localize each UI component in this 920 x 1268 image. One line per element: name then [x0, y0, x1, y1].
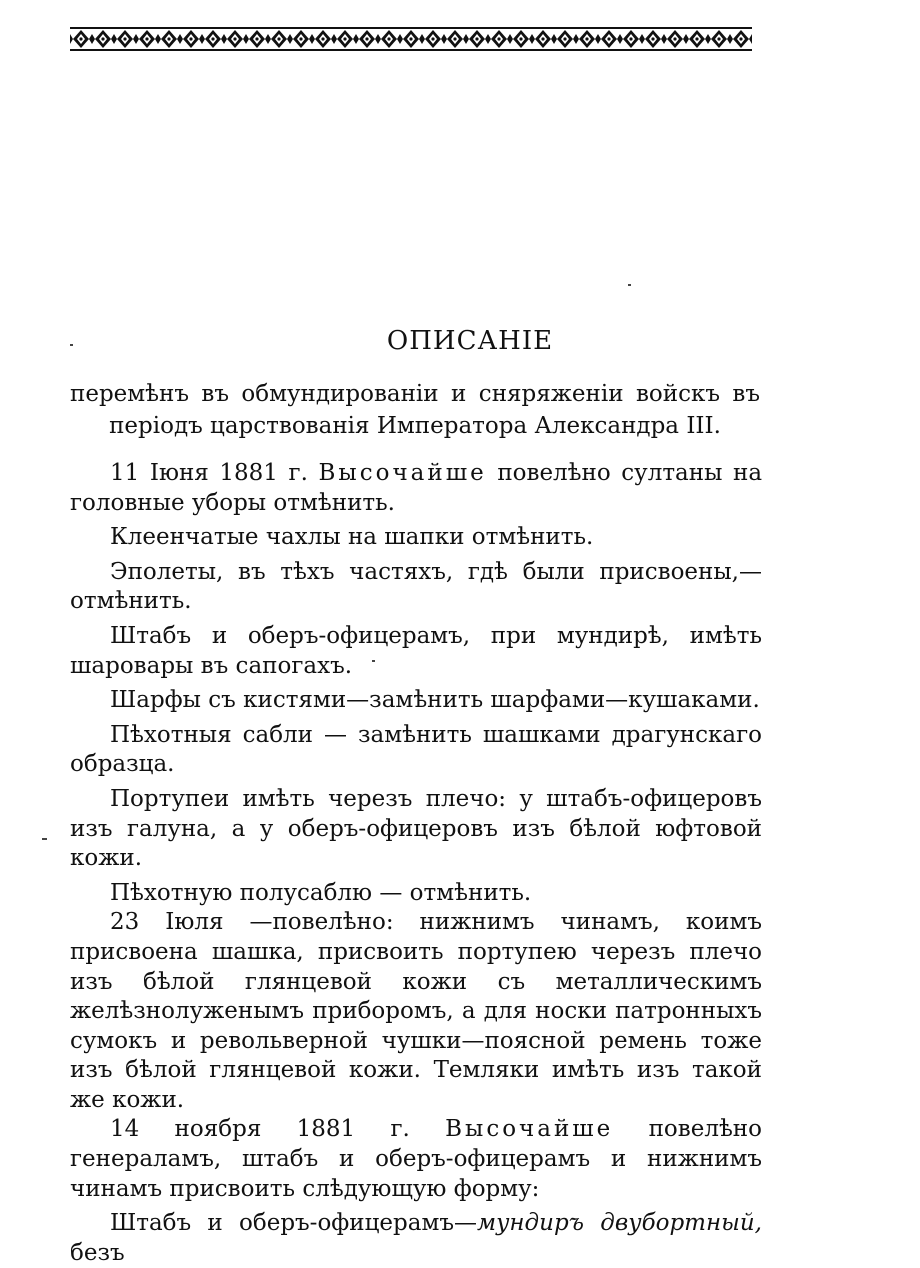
paragraph: Штабъ и оберъ-офицерамъ—мундиръ двубортный, безъ	[70, 1210, 762, 1266]
scan-speck	[628, 284, 631, 286]
body-text	[70, 459, 762, 1268]
paragraph: Портупеи имѣть черезъ плечо: у штабъ-офицеровъ изъ галуна, а у оберъ-офицеровъ изъ бѣлой юфтовой кожи.	[70, 785, 762, 872]
subtitle-line-1: перемѣнъ въ обмундированіи и сняряженіи войскъ въ	[70, 381, 760, 407]
scan-speck	[70, 344, 73, 346]
paragraph: Клеенчатые чахлы на шапки отмѣнить.	[110, 524, 594, 551]
page-title: ОПИСАНІЕ	[386, 326, 554, 356]
scan-speck	[372, 660, 375, 662]
paragraph: Пѣхотную полусаблю — отмѣнить.	[110, 879, 532, 906]
subtitle	[70, 378, 760, 442]
paragraph: Эполеты, въ тѣхъ частяхъ, гдѣ были присвоены,—отмѣнить.	[70, 558, 762, 615]
subtitle-line-2: періодъ царствованія Императора Александра III.	[109, 413, 721, 439]
paragraph: Шарфы съ кистями—замѣнить шарфами—кушаками.	[110, 687, 760, 714]
paragraph: Штабъ и оберъ-офицерамъ, при мундирѣ, имѣть шаровары въ сапогахъ.	[70, 622, 762, 679]
paragraph: 14 ноября 1881 г. Высочайше повелѣно генераламъ, штабъ и оберъ-офицерамъ и нижнимъ чинамъ присвоить слѣдующую форму:	[70, 1116, 762, 1202]
paragraph: 23 Іюля —повелѣно: нижнимъ чинамъ, коимъ присвоена шашка, присвоить портупею черезъ плечо изъ бѣлой глянцевой кожи съ металлическимъ желѣзнолуженымъ приборомъ, а для носки патронныхъ сумокъ и револьверной чушки—поясной ремень тоже изъ бѣлой глянцевой кожи. Темляки имѣть изъ такой же кожи.	[70, 909, 762, 1113]
decorative-border-ornament	[70, 26, 752, 52]
paragraph: Пѣхотныя сабли — замѣнить шашками драгунскаго образца.	[70, 721, 762, 778]
paragraph: 11 Іюня 1881 г. Высочайше повелѣно султаны на головные уборы отмѣнить.	[70, 460, 763, 516]
scan-speck	[42, 838, 47, 840]
